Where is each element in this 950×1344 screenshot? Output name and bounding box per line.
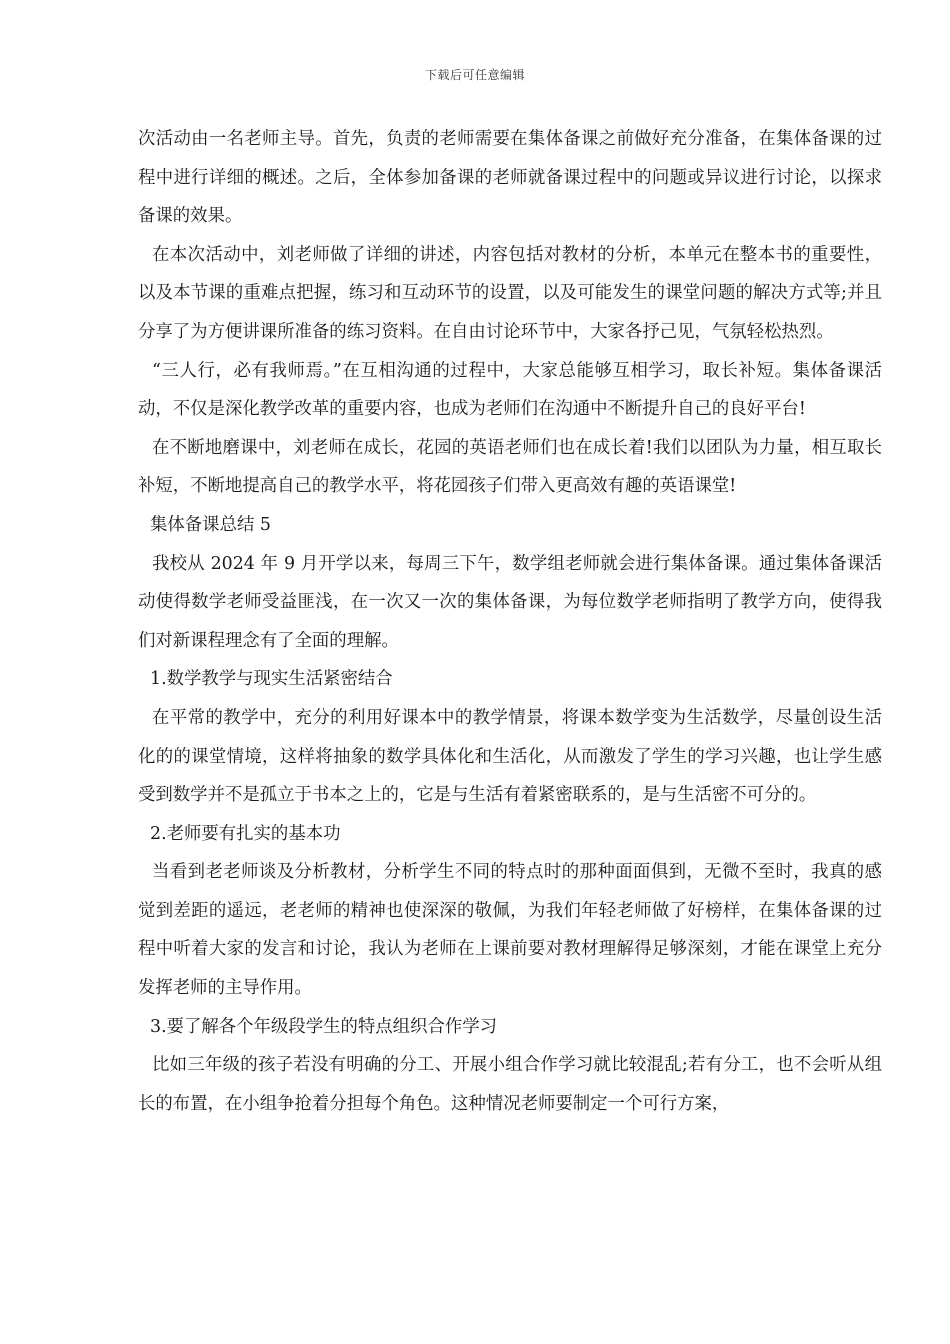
subheading-1: 1.数学教学与现实生活紧密结合 <box>150 669 393 690</box>
section-heading-summary-5: 集体备课总结 5 <box>150 514 271 535</box>
paragraph-7: 当看到老老师谈及分析教材，分析学生不同的特点时的那种面面俱到，无微不至时，我真的感觉到差距的遥远，老老师的精神也使深深的敬佩，为我们年轻老师做了好榜样，在集体备课的过程中听着大家的发言和讨论，我认为老师在上课前要对教材理解得足够深刻，才能在课堂上充分发挥老师的主导作用。 <box>138 862 882 999</box>
paragraph-1: 次活动由一名老师主导。首先，负责的老师需要在集体备课之前做好充分准备，在集体备课的过程中进行详细的概述。之后，全体参加备课的老师就备课过程中的问题或异议进行讨论，以探求备课的效果。 <box>138 129 882 227</box>
paragraph-8: 比如三年级的孩子若没有明确的分工、开展小组合作学习就比较混乱;若有分工，也不会听从组长的布置，在小组争抢着分担每个角色。这种情况老师要制定一个可行方案， <box>138 1055 882 1114</box>
document-body <box>138 120 882 1123</box>
paragraph-6: 在平常的教学中，充分的利用好课本中的教学情景，将课本数学变为生活数学，尽量创设生活化的的课堂情境，这样将抽象的数学具体化和生活化，从而激发了学生的学习兴趣，也让学生感受到数学并不是孤立于书本之上的，它是与生活有着紧密联系的，是与生活密不可分的。 <box>138 707 882 806</box>
paragraph-4: 在不断地磨课中，刘老师在成长，花园的英语老师们也在成长着!我们以团队为力量，相互取长补短，不断地提高自己的教学水平，将花园孩子们带入更高效有趣的英语课堂! <box>138 437 882 497</box>
subheading-2: 2.老师要有扎实的基本功 <box>150 823 341 844</box>
paragraph-3: “三人行，必有我师焉。”在互相沟通的过程中，大家总能够互相学习，取长补短。集体备课活动，不仅是深化教学改革的重要内容，也成为老师们在沟通中不断提升自己的良好平台! <box>138 360 882 420</box>
subheading-3: 3.要了解各个年级段学生的特点组织合作学习 <box>150 1016 498 1037</box>
page-header: 下载后可任意编辑 <box>424 68 525 82</box>
paragraph-5: 我校从 2024 年 9 月开学以来，每周三下午，数学组老师就会进行集体备课。通过集体备课活动使得数学老师受益匪浅，在一次又一次的集体备课，为每位数学老师指明了教学方向，使得我们对新课程理念有了全面的理解。 <box>138 553 882 651</box>
paragraph-2: 在本次活动中，刘老师做了详细的讲述，内容包括对教材的分析，本单元在整本书的重要性，以及本节课的重难点把握，练习和互动环节的设置，以及可能发生的课堂问题的解决方式等;并且分享了为方便讲课所准备的练习资料。在自由讨论环节中，大家各抒己见，气氛轻松热烈。 <box>138 244 882 342</box>
